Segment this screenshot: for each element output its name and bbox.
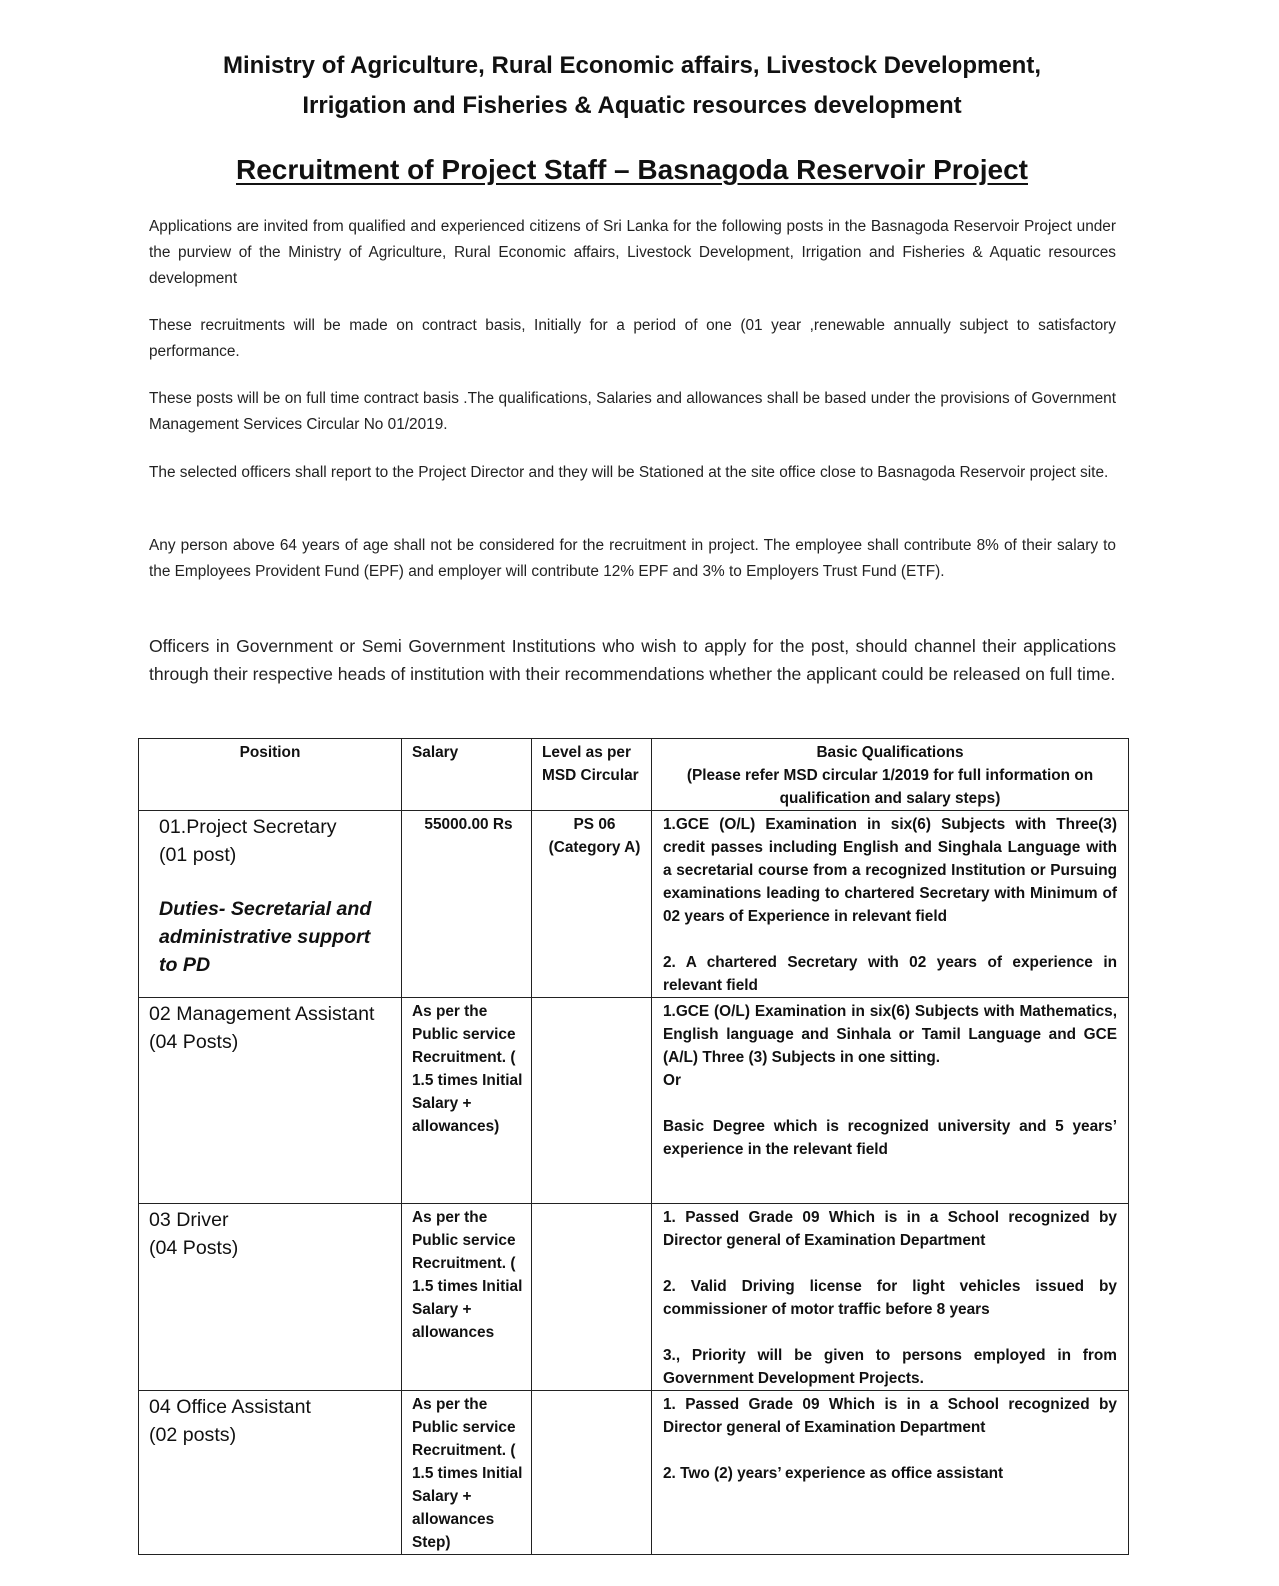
level-cell [532, 1204, 652, 1391]
government-officers-paragraph: Officers in Government or Semi Government Institutions who wish to apply for the post, should channel their applications through their respective heads of institution with their recommendations whether the applicant could be released on full time. [149, 636, 1116, 684]
position-title: 02 Management Assistant [149, 1003, 375, 1025]
document-title-text: Recruitment of Project Staff – Basnagoda Reservoir Project [236, 154, 1028, 185]
qualifications-cell [652, 1204, 1129, 1391]
header-salary: Salary [402, 739, 532, 811]
qualification-item: 1.GCE (O/L) Examination in six(6) Subjects with Mathematics, English language and Sinhala or Tamil Language and GCE (A/L) Three (3) Subjects in one sitting. [663, 1003, 1117, 1066]
position-cell [139, 811, 402, 998]
qualification-item: 2. A chartered Secretary with 02 years of experience in relevant field [663, 954, 1117, 994]
position-posts: (04 Posts) [149, 1237, 239, 1259]
qualifications-cell [652, 811, 1129, 998]
intro-paragraph: Applications are invited from qualified and experienced citizens of Sri Lanka for the following posts in the Basnagoda Reservoir Project under the purview of the Ministry of Agriculture, Rural Economic affairs, Livestock Development, Irrigation and Fisheries & Aquatic resources development [149, 218, 1116, 287]
position-posts: (02 posts) [149, 1424, 237, 1446]
table-row [139, 998, 1129, 1204]
header-qualifications-note: (Please refer MSD circular 1/2019 for full information on qualification and salary steps) [686, 767, 1094, 807]
qualification-item: 1. Passed Grade 09 Which is in a School recognized by Director general of Examination Department [663, 1396, 1117, 1436]
salary-cell: As per the Public service Recruitment. ( 1.5 times Initial Salary + allowances) [402, 998, 532, 1204]
qualification-item: 2. Valid Driving license for light vehicles issued by commissioner of motor traffic before 8 years [663, 1278, 1117, 1318]
qualification-item: 1. Passed Grade 09 Which is in a School recognized by Director general of Examination Department [663, 1209, 1117, 1249]
position-posts: (01 post) [159, 844, 237, 866]
qualification-item: Or [663, 1072, 681, 1089]
contract-paragraph: These recruitments will be made on contract basis, Initially for a period of one (01 year ,renewable annually subject to satisfactory performance. [149, 317, 1116, 360]
level-cell [532, 1391, 652, 1555]
qualification-item: 2. Two (2) years’ experience as office assistant [663, 1465, 1004, 1482]
fulltime-paragraph: These posts will be on full time contract basis .The qualifications, Salaries and allowances shall be based under the provisions of Government Management Services Circular No 01/2019. [149, 390, 1116, 433]
reporting-paragraph: The selected officers shall report to the Project Director and they will be Stationed at the site office close to Basnagoda Reservoir project site. [149, 464, 1109, 481]
positions-table [138, 738, 1129, 1555]
salary-cell: As per the Public service Recruitment. ( 1.5 times Initial Salary + allowances Step) [402, 1391, 532, 1555]
position-posts: (04 Posts) [149, 1031, 239, 1053]
position-title: 03 Driver [149, 1209, 229, 1231]
table-row [139, 1391, 1129, 1555]
qualification-item: 3., Priority will be given to persons employed in from Government Development Projects. [663, 1347, 1117, 1387]
header-position: Position [139, 739, 402, 811]
level-cell [532, 811, 652, 998]
ministry-heading-line-2: Irrigation and Fisheries & Aquatic resources development [302, 92, 962, 119]
salary-cell: 55000.00 Rs [402, 811, 532, 998]
level-cell [532, 998, 652, 1204]
position-duties: Duties- Secretarial and administrative support to PD [159, 898, 372, 976]
table-row [139, 811, 1129, 998]
qualifications-cell [652, 998, 1129, 1204]
header-qualifications [652, 739, 1129, 811]
table-header-row [139, 739, 1129, 811]
level-grade: PS 06 [573, 816, 616, 833]
position-cell [139, 1204, 402, 1391]
qualification-item: 1.GCE (O/L) Examination in six(6) Subjects with Three(3) credit passes including English and Singhala Language with a secretarial course from a recognized Institution or Pursuing examinations leading to chartered Secretary with Minimum of 02 years of Experience in relevant field [663, 816, 1117, 925]
table-row [139, 1204, 1129, 1391]
position-cell [139, 998, 402, 1204]
position-title: 01.Project Secretary [159, 816, 337, 838]
position-cell [139, 1391, 402, 1555]
ministry-heading-line-1: Ministry of Agriculture, Rural Economic affairs, Livestock Development, [223, 52, 1041, 79]
header-qualifications-title: Basic Qualifications [816, 744, 964, 761]
position-title: 04 Office Assistant [149, 1396, 311, 1418]
salary-cell: As per the Public service Recruitment. ( 1.5 times Initial Salary + allowances [402, 1204, 532, 1391]
level-category: (Category A) [548, 839, 641, 856]
header-level: Level as per MSD Circular [532, 739, 652, 811]
age-epf-paragraph: Any person above 64 years of age shall not be considered for the recruitment in project. The employee shall contribute 8% of their salary to the Employees Provident Fund (EPF) and employer will contribute 12% EPF and 3% to Employers Trust Fund (ETF). [149, 537, 1116, 580]
document-title [60, 150, 1204, 190]
qualification-item: Basic Degree which is recognized university and 5 years’ experience in the relevant field [663, 1118, 1117, 1158]
qualifications-cell [652, 1391, 1129, 1555]
